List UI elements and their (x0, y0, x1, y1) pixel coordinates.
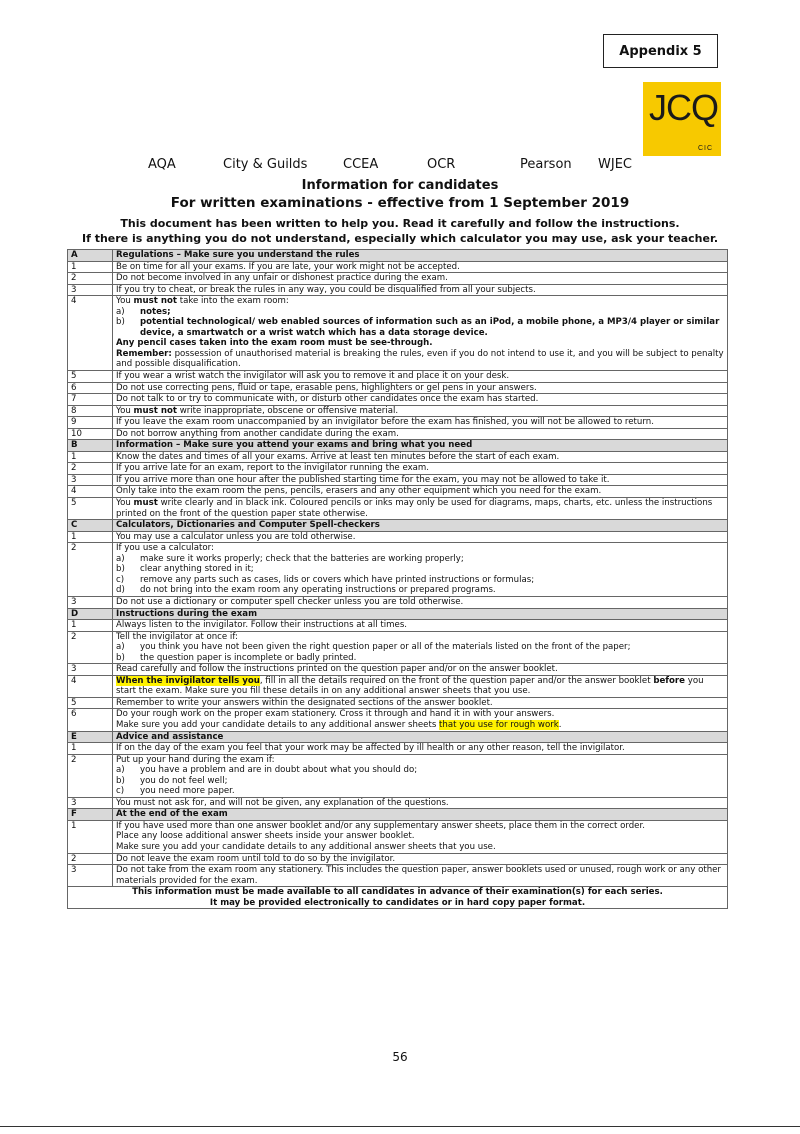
rule-row: 1 You may use a calculator unless you are told otherwise. (68, 531, 728, 543)
rule-text: Tell the invigilator at once if: a) you think you have not been given the right question paper or all of the materials listed on the front of the paper; b) the question paper is incomplete or badly printed. (113, 631, 728, 664)
rule-text: Do not leave the exam room until told to do so by the invigilator. (113, 853, 728, 865)
sub-item: c) you need more paper. (116, 786, 235, 797)
rule-row: 1 Know the dates and times of all your exams. Arrive at least ten minutes before the start of each exam. (68, 451, 728, 463)
board-wjec: WJEC (598, 157, 632, 172)
rule-text: You must write clearly and in black ink. Coloured pencils or inks may only be used for diagrams, maps, charts, etc. unless the instructions printed on the front of the question paper state otherwise. (113, 498, 728, 520)
rule-text: Do not become involved in any unfair or dishonest practice during the exam. (113, 273, 728, 285)
section-letter: C (68, 520, 113, 532)
rule-row: 4 Only take into the exam room the pens, pencils, erasers and any other equipment which you need for the exam. (68, 486, 728, 498)
rule-text: If you have used more than one answer booklet and/or any supplementary answer sheets, place them in the correct order. Place any loose additional answer sheets inside your answer booklet. Make sure you add your candidate details to any additional answer sheets that you use. (113, 820, 728, 853)
highlight: that you use for rough work (439, 719, 559, 730)
rule-text: If on the day of the exam you feel that your work may be affected by ill health or any other reason, tell the invigilator. (113, 743, 728, 755)
footer-line-2: It may be provided electronically to candidates or in hard copy paper format. (209, 897, 586, 908)
rule-row: 7 Do not talk to or try to communicate with, or disturb other candidates once the exam has started. (68, 394, 728, 406)
footer-line-1: This information must be made available to all candidates in advance of their examination(s) for each series. (132, 887, 663, 898)
sub-item: c) remove any parts such as cases, lids or covers which have printed instructions or formulas; (116, 574, 535, 585)
rule-text: Know the dates and times of all your exams. Arrive at least ten minutes before the start of each exam. (113, 451, 728, 463)
board-city-guilds: City & Guilds (223, 157, 308, 172)
rule-row: 9 If you leave the exam room unaccompanied by an invigilator before the exam has finished, you will not be allowed to return. (68, 417, 728, 429)
rule-row: 4 When the invigilator tells you, fill in all the details required on the front of the question paper and/or the answer booklet before you start the exam. Make sure you fill these details in on any additional answer sheets that you use. (68, 675, 728, 697)
rule-text: Only take into the exam room the pens, pencils, erasers and any other equipment which you need for the exam. (113, 486, 728, 498)
page-subtitle: For written examinations - effective from 1 September 2019 (170, 195, 630, 211)
sub-item: b) the question paper is incomplete or badly printed. (116, 652, 357, 663)
rule-row: 3 If you try to cheat, or break the rules in any way, you could be disqualified from all your subjects. (68, 284, 728, 296)
rule-row: 3 Do not use a dictionary or computer spell checker unless you are told otherwise. (68, 596, 728, 608)
sub-item: a) make sure it works properly; check that the batteries are working properly; (116, 553, 464, 564)
section-letter: D (68, 608, 113, 620)
section-title: Calculators, Dictionaries and Computer Spell-checkers (113, 520, 728, 532)
section-letter: E (68, 731, 113, 743)
rule-text: Do not use a dictionary or computer spell checker unless you are told otherwise. (113, 596, 728, 608)
section-title: Regulations – Make sure you understand the rules (113, 250, 728, 262)
rule-row: 8 You must not write inappropriate, obscene or offensive material. (68, 405, 728, 417)
section-title: Instructions during the exam (113, 608, 728, 620)
section-title: Advice and assistance (113, 731, 728, 743)
rule-text: Do not use correcting pens, fluid or tape, erasable pens, highlighters or gel pens in your answers. (113, 382, 728, 394)
rule-text: Do not borrow anything from another candidate during the exam. (113, 428, 728, 440)
rule-text: Read carefully and follow the instructions printed on the question paper and/or on the answer booklet. (113, 664, 728, 676)
rule-row: 5 If you wear a wrist watch the invigilator will ask you to remove it and place it on your desk. (68, 371, 728, 383)
rule-text: Do your rough work on the proper exam stationery. Cross it through and hand it in with your answers. Make sure you add your candidate details to any additional answer sheets that you use for rough work. (113, 709, 728, 731)
page-number: 56 (392, 1050, 408, 1064)
section-header (68, 731, 728, 743)
rule-text: When the invigilator tells you, fill in all the details required on the front of the question paper and/or the answer booklet before you start the exam. Make sure you fill these details in on any additional answer sheets that you use. (113, 675, 728, 697)
rule-text: Do not take from the exam room any stationery. This includes the question paper, answer booklets used or unused, rough work or any other materials provided for the exam. (113, 865, 728, 887)
sub-item: d) do not bring into the exam room any operating instructions or prepared programs. (116, 585, 496, 596)
rule-row: 3 Do not take from the exam room any stationery. This includes the question paper, answer booklets used or unused, rough work or any other materials provided for the exam. (68, 865, 728, 887)
rule-text: If you arrive late for an exam, report to the invigilator running the exam. (113, 463, 728, 475)
rule-row: 6 Do your rough work on the proper exam stationery. Cross it through and hand it in with your answers. Make sure you add your candidate details to any additional answer sheets that you use for rough work. (68, 709, 728, 731)
board-ocr: OCR (427, 157, 456, 172)
rule-text: If you arrive more than one hour after the published starting time for the exam, you may not be allowed to take it. (113, 474, 728, 486)
jcq-logo (643, 82, 721, 156)
rule-text: You must not write inappropriate, obscene or offensive material. (113, 405, 728, 417)
logo-text: JCQ (649, 87, 718, 128)
sub-item: b) potential technological/ web enabled sources of information such as an iPod, a mobile phone, a MP3/4 player or similar device, a smartwatch or a wrist watch which has a data storage device. (116, 317, 720, 338)
rule-text: You must not ask for, and will not be given, any explanation of the questions. (113, 797, 728, 809)
rule-row: 3 You must not ask for, and will not be given, any explanation of the questions. (68, 797, 728, 809)
logo-subtext: CIC (697, 145, 713, 152)
awarding-bodies (0, 157, 800, 175)
section-title: Information – Make sure you attend your exams and bring what you need (113, 440, 728, 452)
section-title: At the end of the exam (113, 809, 728, 821)
rule-row: 3 Read carefully and follow the instructions printed on the question paper and/or on the answer booklet. (68, 664, 728, 676)
rule-text: You must not take into the exam room: a) notes; b) potential technological/ web enabled sources of information such as an iPod, a mobile phone, a MP3/4 player or similar device, a smartwatch or a wrist watch which has a data storage device. Any pencil cases taken into the exam room must be see-through. Remember: possession of unauthorised material is breaking the rules, even if you do not intend to use it, and you will be subject to penalty and possible disqualification. (113, 296, 728, 371)
section-header (68, 809, 728, 821)
board-pearson: Pearson (520, 157, 572, 172)
rule-row: 2 If you use a calculator: a) make sure it works properly; check that the batteries are working properly; b) clear anything stored in it; c) remove any parts such as cases, lids or covers which have printed instructions or formulas; d) do not bring into the exam room any operating instructions or prepared programs. (68, 543, 728, 597)
section-header (68, 608, 728, 620)
table-footer (68, 887, 728, 909)
sub-item: a) you think you have not been given the right question paper or all of the materials listed on the front of the paper; (116, 642, 631, 653)
rule-text: Always listen to the invigilator. Follow their instructions at all times. (113, 620, 728, 632)
sub-item: b) you do not feel well; (116, 775, 228, 786)
rule-row: 2 Put up your hand during the exam if: a) you have a problem and are in doubt about what you should do; b) you do not feel well; c) you need more paper. (68, 754, 728, 797)
page-title: Information for candidates (301, 178, 499, 193)
section-letter: F (68, 809, 113, 821)
section-letter: B (68, 440, 113, 452)
board-ccea: CCEA (343, 157, 379, 172)
highlight: When the invigilator tells you (116, 675, 260, 686)
rule-row: 10 Do not borrow anything from another candidate during the exam. (68, 428, 728, 440)
rule-text: If you use a calculator: a) make sure it works properly; check that the batteries are working properly; b) clear anything stored in it; c) remove any parts such as cases, lids or covers which have printed instructions or formulas; d) do not bring into the exam room any operating instructions or prepared programs. (113, 543, 728, 597)
intro-line-1: This document has been written to help you. Read it carefully and follow the instructions. (120, 217, 680, 230)
rule-row: 2 Tell the invigilator at once if: a) you think you have not been given the right question paper or all of the materials listed on the front of the paper; b) the question paper is incomplete or badly printed. (68, 631, 728, 664)
appendix-label: Appendix 5 (603, 34, 718, 68)
rule-text: Remember to write your answers within the designated sections of the answer booklet. (113, 697, 728, 709)
rule-row: 1 If you have used more than one answer booklet and/or any supplementary answer sheets, place them in the correct order. Place any loose additional answer sheets inside your answer booklet. Make sure you add your candidate details to any additional answer sheets that you use. (68, 820, 728, 853)
rule-text: You may use a calculator unless you are told otherwise. (113, 531, 728, 543)
board-aqa: AQA (148, 157, 176, 172)
section-header (68, 440, 728, 452)
rule-text: If you wear a wrist watch the invigilator will ask you to remove it and place it on your desk. (113, 371, 728, 383)
rule-row: 3 If you arrive more than one hour after the published starting time for the exam, you may not be allowed to take it. (68, 474, 728, 486)
section-letter: A (68, 250, 113, 262)
section-header (68, 520, 728, 532)
section-header (68, 250, 728, 262)
rule-row: 2 If you arrive late for an exam, report to the invigilator running the exam. (68, 463, 728, 475)
rule-row: 1 Always listen to the invigilator. Follow their instructions at all times. (68, 620, 728, 632)
rule-text: Do not talk to or try to communicate with, or disturb other candidates once the exam has started. (113, 394, 728, 406)
sub-item: a) you have a problem and are in doubt about what you should do; (116, 765, 418, 776)
rule-row: 1 If on the day of the exam you feel that your work may be affected by ill health or any other reason, tell the invigilator. (68, 743, 728, 755)
rule-row: 6 Do not use correcting pens, fluid or tape, erasable pens, highlighters or gel pens in your answers. (68, 382, 728, 394)
rule-row: 1 Be on time for all your exams. If you are late, your work might not be accepted. (68, 261, 728, 273)
rule-text: If you leave the exam room unaccompanied by an invigilator before the exam has finished, you will not be allowed to return. (113, 417, 728, 429)
rule-text: Be on time for all your exams. If you are late, your work might not be accepted. (113, 261, 728, 273)
rule-row: 2 Do not leave the exam room until told to do so by the invigilator. (68, 853, 728, 865)
rule-row: 2 Do not become involved in any unfair or dishonest practice during the exam. (68, 273, 728, 285)
rules-table (67, 249, 728, 909)
divider (0, 1126, 800, 1127)
sub-item: b) clear anything stored in it; (116, 564, 254, 575)
sub-item: a) notes; (116, 306, 171, 317)
rule-row: 4 You must not take into the exam room: a) notes; b) potential technological/ web enabled sources of information such as an iPod, a mobile phone, a MP3/4 player or similar device, a smartwatch or a wrist watch which has a data storage device. Any pencil cases taken into the exam room must be see-through. Remember: possession of unauthorised material is breaking the rules, even if you do not intend to use it, and you will be subject to penalty and possible disqualification. (68, 296, 728, 371)
rule-text: If you try to cheat, or break the rules in any way, you could be disqualified from all your subjects. (113, 284, 728, 296)
rule-row: 5 Remember to write your answers within the designated sections of the answer booklet. (68, 697, 728, 709)
rule-text: Put up your hand during the exam if: a) you have a problem and are in doubt about what you should do; b) you do not feel well; c) you need more paper. (113, 754, 728, 797)
intro-line-2: If there is anything you do not understand, especially which calculator you may use, ask your teacher. (82, 232, 718, 245)
rule-row: 5 You must write clearly and in black ink. Coloured pencils or inks may only be used for diagrams, maps, charts, etc. unless the instructions printed on the front of the question paper state otherwise. (68, 498, 728, 520)
